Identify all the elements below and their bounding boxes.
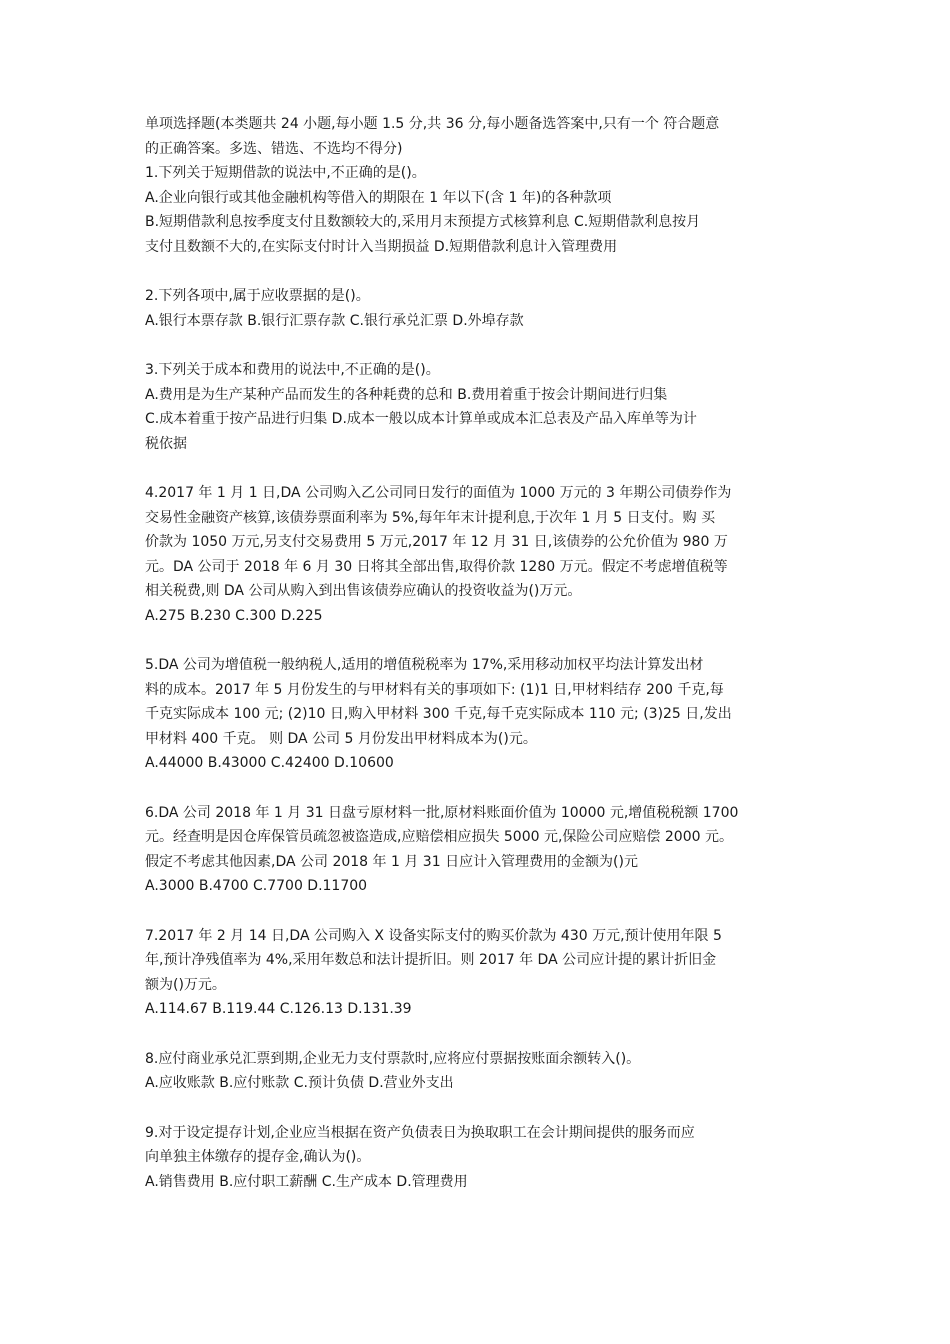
question-stem-line: 千克实际成本 100 元; (2)10 日,购入甲材料 300 千克,每千克实际成本 110 元; (3)25 日,发出 [145, 706, 732, 722]
question-stem: 4.2017 年 1 月 1 日,DA 公司购入乙公司同日发行的面值为 1000 万元的 3 年期公司债券作为 [145, 485, 732, 501]
document-body [145, 112, 810, 1194]
question-stem-line: 向单独主体缴存的提存金,确认为()。 [145, 1149, 371, 1165]
question-options: A.应收账款 B.应付账款 C.预计负债 D.营业外支出 [145, 1075, 454, 1091]
question-stem-line: 交易性金融资产核算,该债券票面利率为 5%,每年年末计提利息,于次年 1 月 5 日支付。购 买 [145, 509, 716, 526]
question-7 [145, 924, 810, 1022]
question-stem-line: 相关税费,则 DA 公司从购入到出售该债券应确认的投资收益为()万元。 [145, 583, 582, 599]
intro-line: 的正确答案。多选、错选、不选均不得分) [145, 140, 403, 157]
question-options: A.275 B.230 C.300 D.225 [145, 607, 323, 624]
question-option-line: 支付且数额不大的,在实际支付时计入当期损益 D.短期借款利息计入管理费用 [145, 238, 618, 255]
intro-paragraph [145, 112, 810, 161]
paragraph-gap [145, 333, 810, 358]
question-option-line: A.企业向银行或其他金融机构等借入的期限在 1 年以下(含 1 年)的各种款项 [145, 189, 612, 206]
question-4 [145, 481, 810, 628]
question-3 [145, 358, 810, 456]
intro-line: 单项选择题(本类题共 24 小题,每小题 1.5 分,共 36 分,每小题备选答案中,只有一个 符合题意 [145, 116, 720, 132]
question-stem: 6.DA 公司 2018 年 1 月 31 日盘亏原材料一批,原材料账面价值为 10000 元,增值税税额 1700 [145, 804, 739, 821]
question-options: A.114.67 B.119.44 C.126.13 D.131.39 [145, 1001, 412, 1017]
question-stem-line: 元。DA 公司于 2018 年 6 月 30 日将其全部出售,取得价款 1280 万元。假定不考虑增值税等 [145, 558, 728, 575]
question-stem-line: 假定不考虑其他因素,DA 公司 2018 年 1 月 31 日应计入管理费用的金额为()元 [145, 853, 638, 870]
paragraph-gap [145, 259, 810, 284]
question-stem-line: 年,预计净残值率为 4%,采用年数总和法计提折旧。则 2017 年 DA 公司应计提的累计折旧金 [145, 952, 717, 968]
question-stem-line: 元。经查明是因仓库保管员疏忽被盗造成,应赔偿相应损失 5000 元,保险公司应赔偿 2000 元。 [145, 829, 733, 845]
question-1 [145, 161, 810, 259]
question-option-line: 税依据 [145, 435, 187, 452]
question-option-line: C.成本着重于按产品进行归集 D.成本一般以成本计算单或成本汇总表及产品入库单等为计 [145, 411, 697, 427]
question-stem-line: 料的成本。2017 年 5 月份发生的与甲材料有关的事项如下: (1)1 日,甲材料结存 200 千克,每 [145, 681, 724, 698]
question-option-line: A.费用是为生产某种产品而发生的各种耗费的总和 B.费用着重于按会计期间进行归集 [145, 386, 668, 403]
question-stem: 9.对于设定提存计划,企业应当根据在资产负债表日为换取职工在会计期间提供的服务而应 [145, 1124, 695, 1141]
question-option-line: A.银行本票存款 B.银行汇票存款 C.银行承兑汇票 D.外埠存款 [145, 312, 524, 329]
question-stem-line: 额为()万元。 [145, 976, 226, 993]
question-options: A.44000 B.43000 C.42400 D.10600 [145, 755, 394, 771]
question-stem-line: 甲材料 400 千克。 则 DA 公司 5 月份发出甲材料成本为()元。 [145, 730, 537, 747]
question-options: A.销售费用 B.应付职工薪酬 C.生产成本 D.管理费用 [145, 1173, 468, 1190]
question-5 [145, 653, 810, 776]
paragraph-gap [145, 628, 810, 653]
paragraph-gap [145, 1022, 810, 1047]
question-8 [145, 1047, 810, 1096]
paragraph-gap [145, 776, 810, 801]
question-2 [145, 284, 810, 333]
question-stem: 7.2017 年 2 月 14 日,DA 公司购入 X 设备实际支付的购买价款为 430 万元,预计使用年限 5 [145, 927, 722, 944]
paragraph-gap [145, 456, 810, 481]
paragraph-gap [145, 1096, 810, 1121]
question-stem: 5.DA 公司为增值税一般纳税人,适用的增值税税率为 17%,采用移动加权平均法计算发出材 [145, 657, 704, 673]
question-stem: 2.下列各项中,属于应收票据的是()。 [145, 288, 370, 304]
question-9 [145, 1121, 810, 1195]
question-stem: 1.下列关于短期借款的说法中,不正确的是()。 [145, 165, 426, 181]
question-stem: 8.应付商业承兑汇票到期,企业无力支付票款时,应将应付票据按账面余额转入()。 [145, 1050, 641, 1067]
question-options: A.3000 B.4700 C.7700 D.11700 [145, 878, 368, 894]
paragraph-gap [145, 899, 810, 924]
question-stem: 3.下列关于成本和费用的说法中,不正确的是()。 [145, 362, 440, 378]
question-stem-line: 价款为 1050 万元,另支付交易费用 5 万元,2017 年 12 月 31 日,该债券的公允价值为 980 万 [145, 534, 728, 550]
question-option-line: B.短期借款利息按季度支付且数额较大的,采用月末预提方式核算利息 C.短期借款利息按月 [145, 214, 701, 230]
question-6 [145, 801, 810, 899]
